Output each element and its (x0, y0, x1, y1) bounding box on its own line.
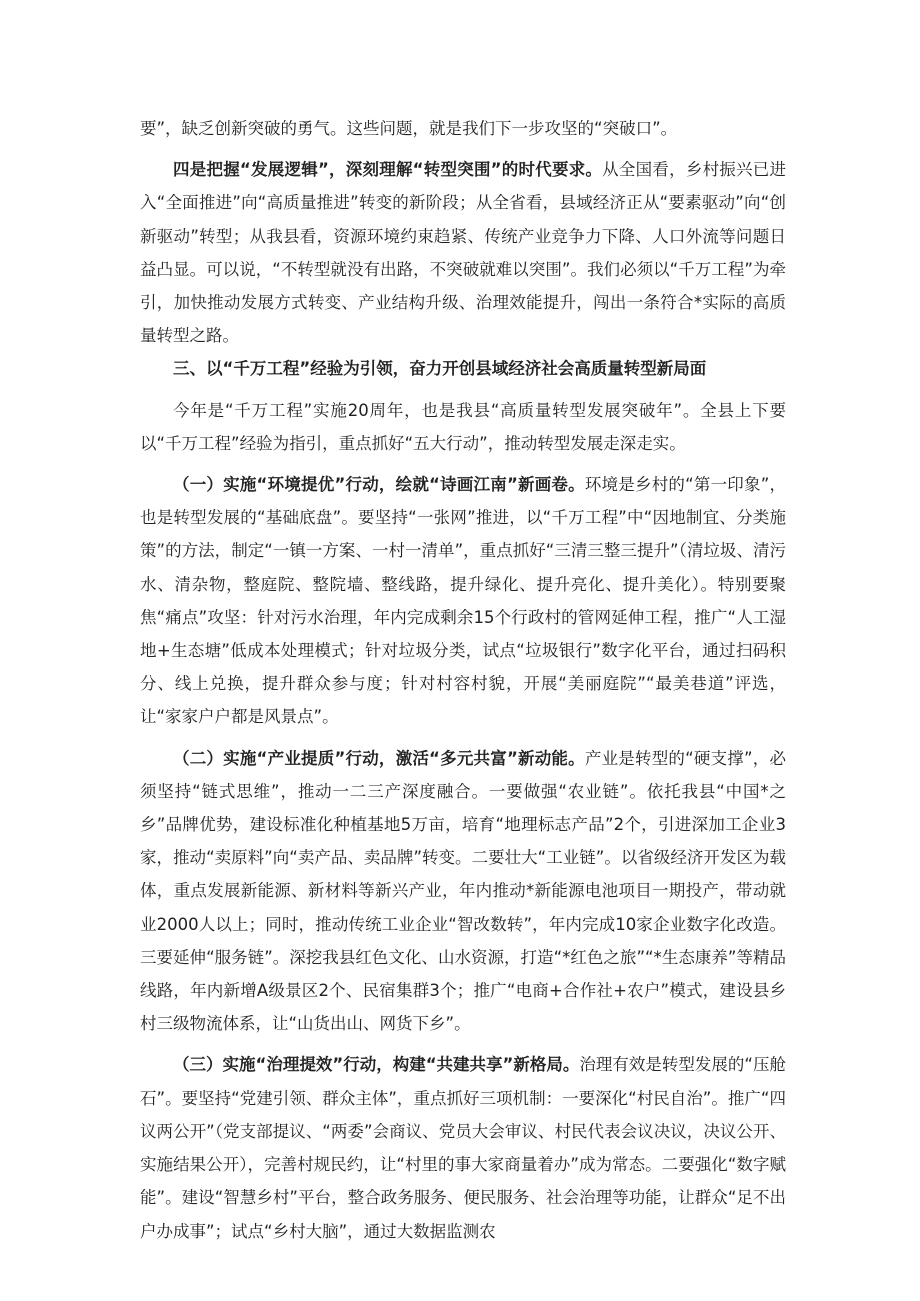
paragraph-text: 今年是“千万工程”实施20周年，也是我县“高质量转型发展突破年”。全县上下要以“千万工程”经验为指引，重点抓好“五大行动”，推动转型发展走深走实。 (140, 400, 786, 453)
paragraph-text: 要”，缺乏创新突破的勇气。这些问题，就是我们下一步攻坚的“突破口”。 (140, 119, 678, 138)
paragraph-lead: （三）实施“治理提效”行动，构建“共建共享”新格局。 (173, 1055, 580, 1075)
section-heading-three: 三、以“千万工程”经验为引领，奋力开创县域经济社会高质量转型新局面 (173, 359, 707, 379)
paragraph-lead: （一）实施“环境提优”行动，绘就“诗画江南”新画卷。 (173, 475, 585, 495)
paragraph-text: 从全国看，乡村振兴已进入“全面推进”向“高质量推进”转变的新阶段；从全省看，县域经济正从“要素驱动”向“创新驱动”转型；从我县看，资源环境约束趋紧、传统产业竞争力下降、人口外流等问题日益凸显。可以说，“不转型就没有出路，不突破就难以突围”。我们必须以“千万工程”为牵引，加快推动发展方式转变、产业结构升级、治理效能提升，闯出一条符合*实际的高质量转型之路。 (140, 160, 786, 346)
paragraph-text: 环境是乡村的“第一印象”，也是转型发展的“基础底盘”。要坚持“一张网”推进，以“千万工程”中“因地制宜、分类施策”的方法，制定“一镇一方案、一村一清单”，重点抓好“三清三整三提升”（清垃圾、清污水、清杂物，整庭院、整院墙、整线路，提升绿化、提升亮化、提升美化）。特别要聚焦“痛点”攻坚：针对污水治理，年内完成剩余15个行政村的管网延伸工程，推广“人工湿地+生态塘”低成本处理模式；针对垃圾分类，试点“垃圾银行”数字化平台，通过扫码积分、线上兑换，提升群众参与度；针对村容村貌，开展“美丽庭院”“最美巷道”评选，让“家家户户都是风景点”。 (140, 475, 786, 727)
paragraph-text: 产业是转型的“硬支撑”，必须坚持“链式思维”，推动一二三产深度融合。一要做强“农业链”。依托我县“中国*之乡”品牌优势，建设标准化种植基地5万亩，培育“地理标志产品”2个，引进深加工企业3家，推动“卖原料”向“卖产品、卖品牌”转变。二要壮大“工业链”。以省级经济开发区为载体，重点发展新能源、新材料等新兴产业，年内推动*新能源电池项目一期投产，带动就业2000人以上；同时，推动传统工业企业“智改数转”，年内完成10家企业数字化改造。三要延伸“服务链”。深挖我县红色文化、山水资源，打造“*红色之旅”“*生态康养”等精品线路，年内新增A级景区2个、民宿集群3个；推广“电商+合作社+农户”模式，建设县乡村三级物流体系，让“山货出山、网货下乡”。 (140, 748, 786, 1034)
paragraph-continuation (140, 112, 786, 145)
document-body (140, 112, 786, 1248)
paragraph-action-three (140, 1048, 786, 1247)
paragraph-point-four (140, 153, 786, 352)
paragraph-intro (140, 394, 786, 460)
paragraph-lead: 四是把握“发展逻辑”，深刻理解“转型突围”的时代要求。 (173, 160, 603, 180)
paragraph-text: 治理有效是转型发展的“压舱石”。要坚持“党建引领、群众主体”，重点抓好三项机制：一要深化“村民自治”。推广“四议两公开”（党支部提议、“两委”会商议、党员大会审议、村民代表会议决议，决议公开、实施结果公开），完善村规民约，让“村里的事大家商量着办”成为常态。二要强化“数字赋能”。建设“智慧乡村”平台，整合政务服务、便民服务、社会治理等功能，让群众“足不出户办成事”；试点“乡村大脑”，通过大数据监测农 (140, 1055, 786, 1241)
paragraph-action-two (140, 742, 786, 1041)
paragraph-lead: （二）实施“产业提质”行动，激活“多元共富”新动能。 (173, 748, 585, 768)
paragraph-action-one (140, 468, 786, 734)
